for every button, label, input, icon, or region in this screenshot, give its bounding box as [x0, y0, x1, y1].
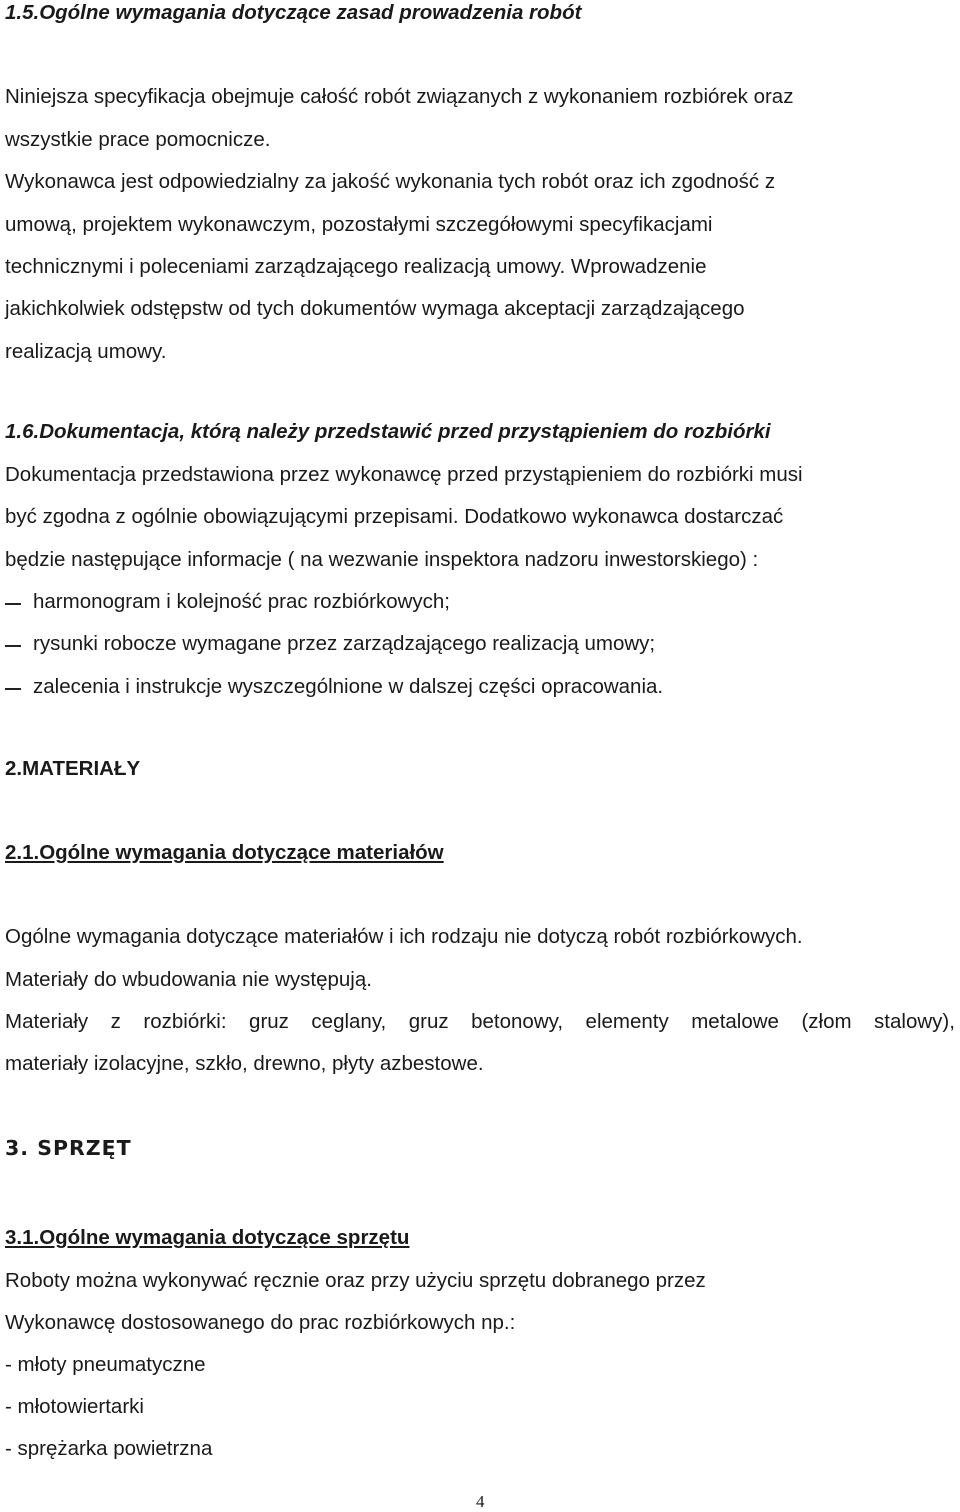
bullet-dash	[5, 603, 21, 605]
bullet-dash	[5, 688, 21, 690]
list-item: - młoty pneumatyczne	[5, 1353, 206, 1376]
section-heading-2: 2.MATERIAŁY	[5, 757, 141, 780]
word: stalowy),	[874, 1010, 955, 1033]
paragraph-line: materiały izolacyjne, szkło, drewno, płyty azbestowe.	[5, 1052, 484, 1075]
word: metalowe	[691, 1010, 779, 1033]
section-heading-3-1: 3.1.Ogólne wymagania dotyczące sprzętu	[5, 1226, 410, 1249]
paragraph-line: będzie następujące informacje ( na wezwanie inspektora nadzoru inwestorskiego) :	[5, 548, 759, 571]
word: (złom	[801, 1010, 852, 1033]
paragraph-line: być zgodna z ogólnie obowiązującymi przepisami. Dodatkowo wykonawca dostarczać	[5, 505, 784, 528]
list-item: rysunki robocze wymagane przez zarządzającego realizacją umowy;	[33, 632, 656, 655]
word: rozbiórki:	[143, 1010, 227, 1033]
word: elementy	[585, 1010, 669, 1033]
paragraph-line: umową, projektem wykonawczym, pozostałymi szczegółowymi specyfikacjami	[5, 213, 713, 236]
section-heading-2-1: 2.1.Ogólne wymagania dotyczące materiałów	[5, 841, 444, 864]
paragraph-line: Wykonawca jest odpowiedzialny za jakość wykonania tych robót oraz ich zgodność z	[5, 170, 776, 193]
list-item: harmonogram i kolejność prac rozbiórkowych;	[33, 590, 451, 613]
section-heading-3: 3. SPRZĘT	[5, 1136, 132, 1160]
list-item: zalecenia i instrukcje wyszczególnione w dalszej części opracowania.	[33, 675, 664, 698]
word: betonowy,	[471, 1010, 564, 1033]
paragraph-line: technicznymi i poleceniami zarządzającego realizacją umowy. Wprowadzenie	[5, 255, 707, 278]
page-number: 4	[476, 1492, 485, 1511]
list-item: - sprężarka powietrzna	[5, 1437, 213, 1460]
paragraph-line: Ogólne wymagania dotyczące materiałów i ich rodzaju nie dotyczą robót rozbiórkowych.	[5, 925, 803, 948]
word: gruz	[408, 1010, 449, 1033]
list-item: - młotowiertarki	[5, 1395, 144, 1418]
word: gruz	[249, 1010, 289, 1033]
word: ceglany,	[311, 1010, 387, 1033]
bullet-dash	[5, 645, 21, 647]
section-heading-1-5: 1.5.Ogólne wymagania dotyczące zasad prowadzenia robót	[5, 1, 582, 24]
paragraph-line: Materiały do wbudowania nie występują.	[5, 968, 372, 991]
word: Materiały	[5, 1010, 89, 1033]
paragraph-line: Wykonawcę dostosowanego do prac rozbiórkowych np.:	[5, 1311, 516, 1334]
paragraph-line: Niniejsza specyfikacja obejmuje całość robót związanych z wykonaniem rozbiórek oraz	[5, 85, 794, 108]
paragraph-line: wszystkie prace pomocnicze.	[5, 128, 271, 151]
paragraph-line: Roboty można wykonywać ręcznie oraz przy użyciu sprzętu dobranego przez	[5, 1269, 706, 1292]
paragraph-line: jakichkolwiek odstępstw od tych dokumentów wymaga akceptacji zarządzającego	[5, 297, 745, 320]
justified-paragraph-line	[5, 1009, 955, 1035]
section-heading-1-6: 1.6.Dokumentacja, którą należy przedstawić przed przystąpieniem do rozbiórki	[5, 420, 771, 443]
word: z	[110, 1010, 121, 1033]
paragraph-line: Dokumentacja przedstawiona przez wykonawcę przed przystąpieniem do rozbiórki musi	[5, 463, 803, 486]
paragraph-line: realizacją umowy.	[5, 340, 167, 363]
